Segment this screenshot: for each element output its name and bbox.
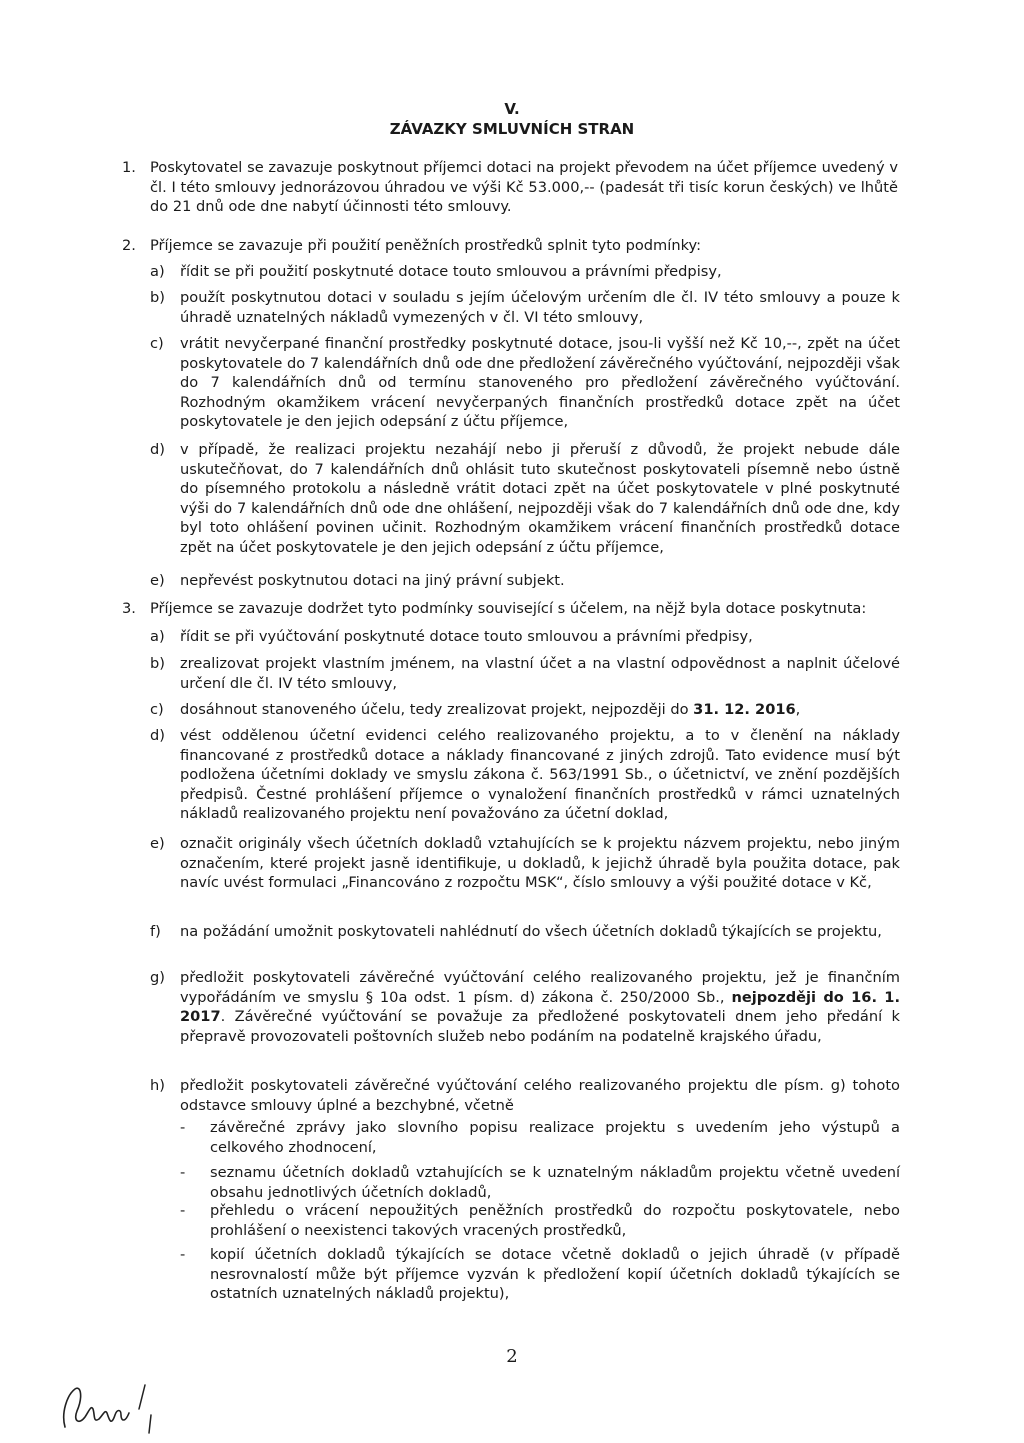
subclause-text: řídit se při vyúčtování poskytnuté dotace touto smlouvou a právními předpisy, <box>180 628 753 645</box>
page-number: 2 <box>506 1346 518 1367</box>
section-number: V. <box>504 100 520 118</box>
list-dash: - <box>180 1202 186 1219</box>
dash-item: přehledu o vrácení nepoužitých peněžních prostředků do rozpočtu poskytovatele, nebo prohlášení o neexistenci takových vracených prostředků, <box>210 1202 900 1239</box>
subclause-letter: c) <box>150 335 164 352</box>
subclause-letter: h) <box>150 1077 165 1094</box>
subclause-letter: g) <box>150 969 165 986</box>
subclause-letter: d) <box>150 441 165 458</box>
deadline-date: 31. 12. 2016 <box>693 701 796 718</box>
subclause-text: vést oddělenou účetní evidenci celého realizovaného projektu, a to v členění na náklady financované z prostředků dotace a náklady financované z jiných zdrojů. Tato evidence musí být podložena účetními doklady ve smyslu zákona č. 563/1991 Sb., o účetnictví, ve znění pozdějších předpisů. Čestné prohlášení příjemce o vynaložení finančních prostředků v rámci uznatelných nákladů realizovaného projektu není považováno za účetní doklad, <box>180 727 900 822</box>
subclause-letter: e) <box>150 572 165 589</box>
list-dash: - <box>180 1246 186 1263</box>
clause-number: 2. <box>122 237 136 254</box>
list-dash: - <box>180 1164 186 1181</box>
subclause-text: použít poskytnutou dotaci v souladu s jejím účelovým určením dle čl. IV této smlouvy a pouze k úhradě uznatelných nákladů vymezených v čl. VI této smlouvy, <box>180 289 900 326</box>
dash-item: seznamu účetních dokladů vztahujících se k uznatelným nákladům projektu včetně uvedení obsahu jednotlivých účetních dokladů, <box>210 1164 900 1201</box>
subclause-letter: b) <box>150 289 165 306</box>
subclause-letter: a) <box>150 628 165 645</box>
subclause-letter: a) <box>150 263 165 280</box>
subclause-text: vrátit nevyčerpané finanční prostředky poskytnuté dotace, jsou-li vyšší než Kč 10,--, zpět na účet poskytovatele do 7 kalendářních dnů ode dne předložení závěrečného vyúčtování, nejpozději však do 7 kalendářních dnů od termínu stanoveného pro předložení závěrečného vyúčtování. Rozhodným okamžikem vrácení nevyčerpaných finančních prostředků dotace zpět na účet poskytovatele je den jejich odepsání z účtu příjemce, <box>180 335 900 430</box>
subclause-text <box>180 700 900 720</box>
section-title: ZÁVAZKY SMLUVNÍCH STRAN <box>389 120 635 138</box>
clause-number: 3. <box>122 600 136 617</box>
subclause-text: na požádání umožnit poskytovateli nahlédnutí do všech účetních dokladů týkajících se projektu, <box>180 923 882 940</box>
subclause-text: předložit poskytovateli závěrečné vyúčtování celého realizovaného projektu dle písm. g) tohoto odstavce smlouvy úplné a bezchybné, včetně <box>180 1077 900 1114</box>
subclause-text: nepřevést poskytnutou dotaci na jiný právní subjekt. <box>180 572 565 589</box>
final-report-rest: . Závěrečné vyúčtování se považuje za předložené poskytovateli dnem jeho předání k přepravě provozovateli poštovních služeb nebo podáním na podatelně krajského úřadu, <box>180 1008 900 1045</box>
clause-text: Příjemce se zavazuje dodržet tyto podmínky související s účelem, na nějž byla dotace poskytnuta: <box>150 600 867 617</box>
final-report-deadline: nejpozději do 16. 1. 2017 <box>180 988 900 1025</box>
subclause-text <box>180 968 900 1046</box>
subclause-text: v případě, že realizaci projektu nezahájí nebo ji přeruší z důvodů, že projekt nebude dále uskutečňovat, do 7 kalendářních dnů ohlásit tuto skutečnost poskytovateli písemně nebo ústně do písemného protokolu a následně vrátit dotaci zpět na účet poskytovatele v plné poskytnuté výši do 7 kalendářních dnů ode dne ohlášení, nejpozději však do 7 kalendářních dnů ode dne, kdy byl toto ohlášení povinen učinit. Rozhodným okamžikem vrácení finančních prostředků dotace zpět na účet poskytovatele je den jejich odepsání z účtu příjemce, <box>180 441 900 556</box>
clause-text: Příjemce se zavazuje při použití peněžních prostředků splnit tyto podmínky: <box>150 237 701 254</box>
subclause-letter: c) <box>150 701 164 718</box>
clause-text: Poskytovatel se zavazuje poskytnout příjemci dotaci na projekt převodem na účet příjemce uvedený v čl. I této smlouvy jednorázovou úhradou ve výši Kč 53.000,-- (padesát tři tisíc korun českých) ve lhůtě do 21 dnů ode dne nabytí účinnosti této smlouvy. <box>150 159 898 215</box>
subclause-text: zrealizovat projekt vlastním jménem, na vlastní účet a na vlastní odpovědnost a naplnit účelové určení dle čl. IV této smlouvy, <box>180 655 900 692</box>
deadline-suffix: , <box>795 701 801 718</box>
deadline-text: dosáhnout stanoveného účelu, tedy zrealizovat projekt, nejpozději do <box>180 701 689 718</box>
clause-number: 1. <box>122 159 136 176</box>
handwritten-initials <box>55 1375 165 1435</box>
final-report-text: předložit poskytovateli závěrečné vyúčtování celého realizovaného projektu, jež je finančním vypořádáním ve smyslu § 10a odst. 1 písm. d) zákona č. 250/2000 Sb., <box>180 969 900 1006</box>
subclause-letter: b) <box>150 655 165 672</box>
subclause-letter: d) <box>150 727 165 744</box>
subclause-letter: e) <box>150 835 165 852</box>
subclause-letter: f) <box>150 923 161 940</box>
dash-item: kopií účetních dokladů týkajících se dotace včetně dokladů o jejich úhradě (v případě nesrovnalostí může být příjemce vyzván k předložení kopií účetních dokladů týkajících se ostatních uznatelných nákladů projektu), <box>210 1246 900 1302</box>
subclause-text: označit originály všech účetních dokladů vztahujících se k projektu názvem projektu, nebo jiným označením, které projekt jasně identifikuje, u dokladů, k jejichž úhradě byla použita dotace, pak navíc uvést formulaci „Financováno z rozpočtu MSK“, číslo smlouvy a výši použité dotace v Kč, <box>180 835 900 891</box>
list-dash: - <box>180 1119 186 1136</box>
subclause-text: řídit se při použití poskytnuté dotace touto smlouvou a právními předpisy, <box>180 263 722 280</box>
dash-item: závěrečné zprávy jako slovního popisu realizace projektu s uvedením jeho výstupů a celkového zhodnocení, <box>210 1119 900 1156</box>
